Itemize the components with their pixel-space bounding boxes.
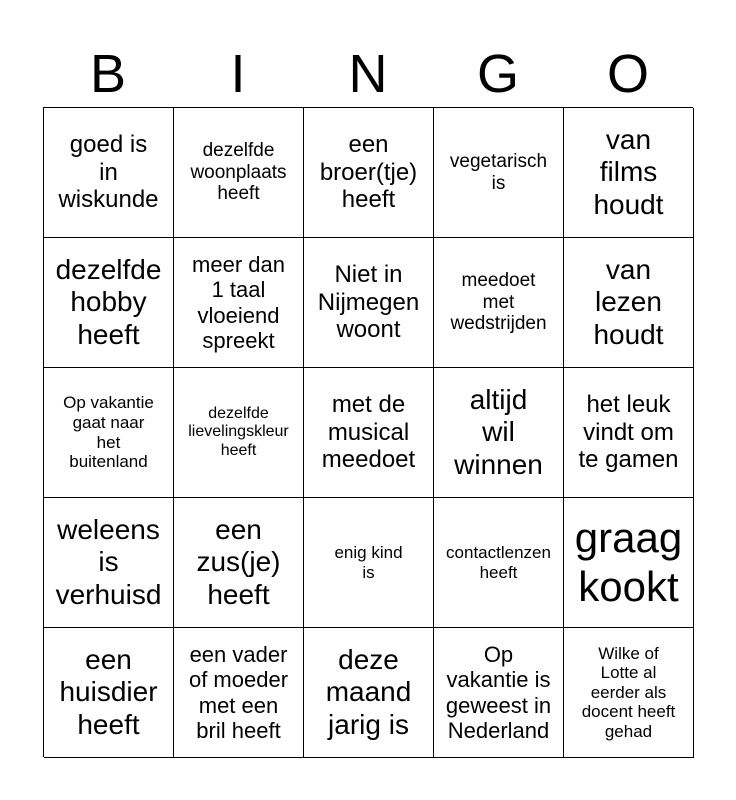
bingo-cell[interactable] — [44, 628, 174, 758]
bingo-cell[interactable] — [564, 108, 694, 238]
cell-text: Op vakantie gaat naar het buitenland — [63, 393, 154, 472]
cell-text: dezelfde woonplaats heeft — [190, 139, 287, 205]
bingo-cell[interactable] — [434, 108, 564, 238]
bingo-cell[interactable] — [434, 238, 564, 368]
bingo-cell[interactable] — [174, 108, 304, 238]
bingo-grid — [43, 107, 693, 757]
cell-text: het leuk vindt om te gamen — [578, 391, 679, 474]
bingo-header — [43, 40, 693, 108]
cell-text: Niet in Nijmegen woont — [317, 261, 420, 344]
cell-text: meer dan 1 taal vloeiend spreekt — [192, 251, 285, 353]
bingo-cell[interactable] — [44, 498, 174, 628]
bingo-cell[interactable] — [174, 368, 304, 498]
bingo-cell[interactable] — [174, 498, 304, 628]
cell-text: deze maand jarig is — [325, 644, 412, 740]
cell-text: enig kind is — [334, 542, 403, 582]
bingo-cell[interactable] — [434, 368, 564, 498]
bingo-cell[interactable] — [304, 108, 434, 238]
cell-text: Wilke of Lotte al eerder als docent heeft gehad — [581, 643, 676, 741]
bingo-cell[interactable] — [44, 238, 174, 368]
bingo-cell[interactable] — [174, 628, 304, 758]
bingo-cell[interactable] — [44, 368, 174, 498]
cell-text: dezelfde hobby heeft — [55, 254, 162, 350]
cell-text: een zus(je) heeft — [196, 514, 281, 610]
cell-text: een huisdier heeft — [59, 644, 158, 740]
header-letter-n: N — [348, 44, 388, 104]
bingo-cell[interactable] — [564, 498, 694, 628]
bingo-cell[interactable] — [434, 628, 564, 758]
cell-text: weleens is verhuisd — [55, 514, 162, 610]
cell-text: een broer(tje) heeft — [319, 131, 418, 214]
cell-text: dezelfde lievelingskleur heeft — [188, 404, 289, 459]
cell-text: altijd wil winnen — [454, 384, 543, 480]
bingo-cell[interactable] — [304, 628, 434, 758]
bingo-cell[interactable] — [564, 368, 694, 498]
cell-text: van films houdt — [593, 124, 664, 220]
cell-text: met de musical meedoet — [321, 391, 416, 474]
cell-text: Op vakantie is geweest in Nederland — [445, 641, 552, 743]
header-letter-g: G — [476, 44, 519, 104]
cell-text: goed is in wiskunde — [58, 131, 159, 214]
cell-text: meedoet met wedstrijden — [450, 269, 547, 335]
bingo-cell[interactable] — [434, 498, 564, 628]
bingo-cell[interactable] — [174, 238, 304, 368]
cell-text: vegetarisch is — [449, 150, 548, 194]
bingo-cell[interactable] — [564, 628, 694, 758]
bingo-cell[interactable] — [304, 368, 434, 498]
bingo-cell[interactable] — [44, 108, 174, 238]
header-letter-o: O — [606, 44, 649, 104]
cell-text: graag kookt — [574, 514, 683, 610]
cell-text: contactlenzen heeft — [446, 542, 551, 582]
cell-text: van lezen houdt — [593, 254, 664, 350]
header-letter-i: I — [230, 44, 246, 104]
header-letter-b: B — [89, 44, 127, 104]
bingo-cell[interactable] — [304, 238, 434, 368]
cell-text: een vader of moeder met een bril heeft — [188, 641, 289, 743]
bingo-cell[interactable] — [304, 498, 434, 628]
bingo-cell[interactable] — [564, 238, 694, 368]
